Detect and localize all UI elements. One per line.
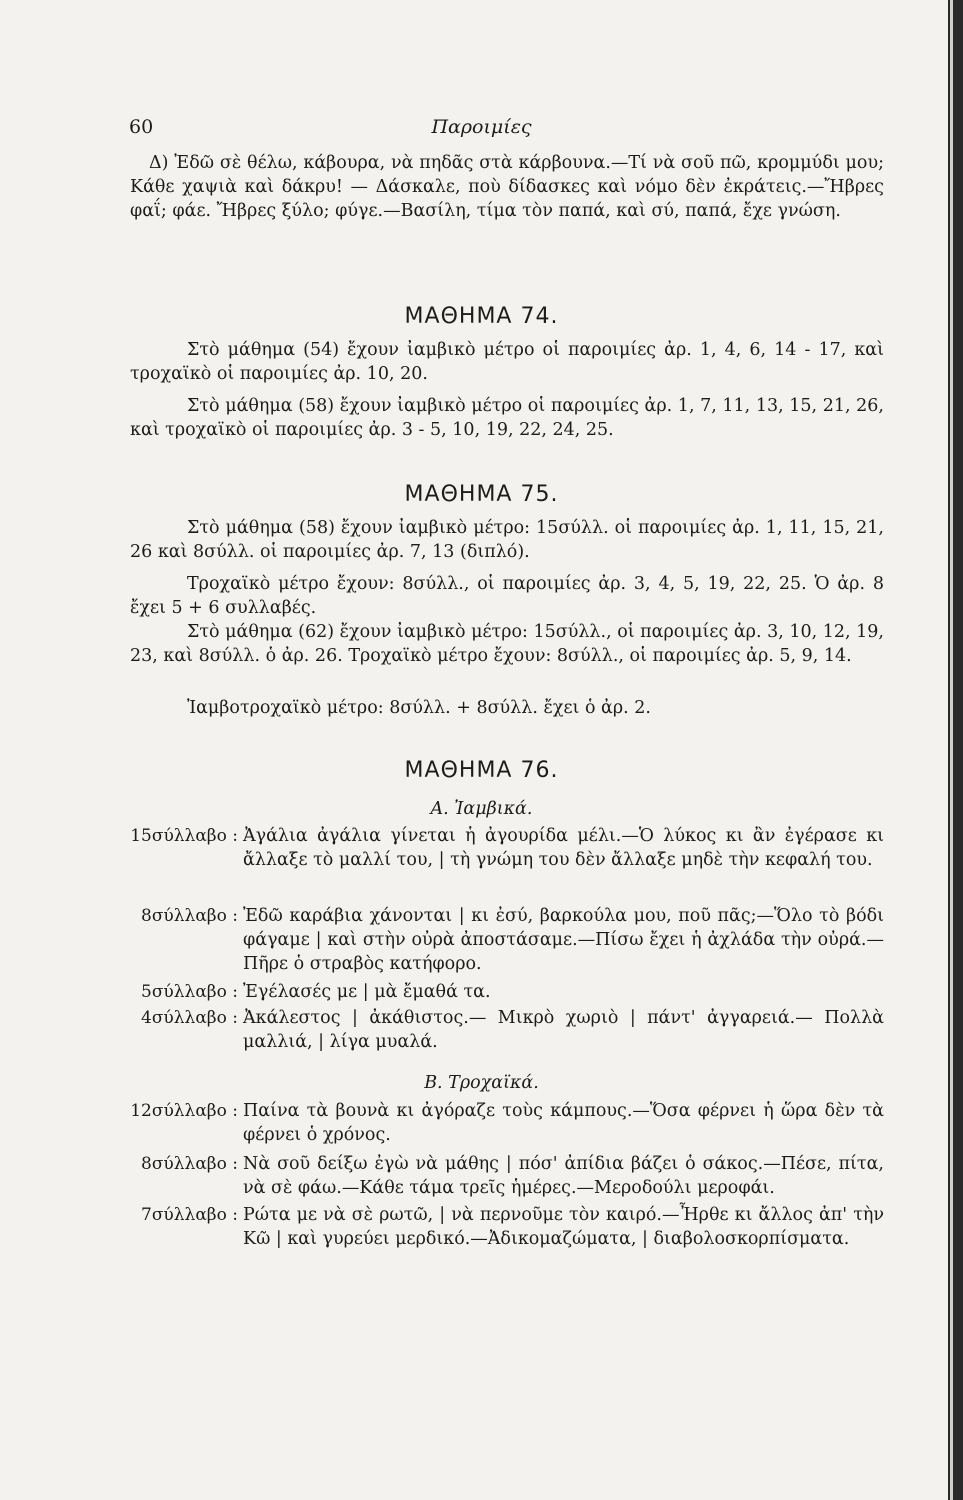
lesson-75-paragraph-3: Στὸ μάθημα (62) ἔχουν ἰαμβικὸ μέτρο: 15σύλλ., οἱ παροιμίες ἀρ. 3, 10, 12, 19, 23, καὶ 8σύλλ. ὁ ἀρ. 26. Τροχαϊκὸ μέτρο ἔχουν: 8σύλλ., οἱ παροιμίες ἀρ. 5, 9, 14. xyxy=(130,622,884,666)
iambic-entry: Ἐδῶ καράβια χάνονται | κι ἐσύ, βαρκούλα μου, ποῦ πᾶς;—Ὅλο τὸ βόδι φάγαμε | καὶ στὴν οὐρὰ ἀποστάσαμε.—Πίσω ἔχει ἡ ἀχλάδα τὴν οὐρά.—Πῆρε ὁ στραβὸς κατήφορο. xyxy=(243,906,884,974)
trochaic-entry: Ρώτα με νὰ σὲ ρωτῶ, | νὰ περνοῦμε τὸν καιρό.—Ἦρθε κι ἄλλος ἀπ' τὴν Κῶ | καὶ γυρεύει μερδικό.—Ἀδικομαζώματα, | διαβολοσκορπίσματα. xyxy=(243,1205,884,1249)
section-a-heading: Α. Ἰαμβικά. xyxy=(430,799,533,819)
lesson-75-paragraph-1: Στὸ μάθημα (58) ἔχουν ἰαμβικὸ μέτρο: 15σύλλ. οἱ παροιμίες ἀρ. 1, 11, 15, 21, 26 καὶ 8σύλλ. οἱ παροιμίες ἀρ. 7, 13 (διπλό). xyxy=(130,518,884,562)
intro-paragraph: Δ) Ἐδῶ σὲ θέλω, κάβουρα, νὰ πηδᾶς στὰ κάρβουνα.—Τί νὰ σοῦ πῶ, κρομμύδι μου; Κάθε χαψιὰ καὶ δάκρυ! — Δάσκαλε, ποὺ δίδασκες καὶ νόμο δὲν ἐκράτεις.—Ἤβρες φαΐ; φάε. Ἤβρες ξύλο; φύγε.—Βασίλη, τίμα τὸν παπά, καὶ σύ, παπά, ἔχε γνώση. xyxy=(130,153,884,221)
iambic-label: 5σύλλαβο : xyxy=(141,982,238,1002)
page-number: 60 xyxy=(129,116,154,138)
lesson-75-title: ΜΑΘΗΜΑ 75. xyxy=(404,482,559,507)
lesson-76-title: ΜΑΘΗΜΑ 76. xyxy=(404,758,559,783)
lesson-74-title: ΜΑΘΗΜΑ 74. xyxy=(404,304,559,329)
lesson-74-paragraph-1: Στὸ μάθημα (54) ἔχουν ἰαμβικὸ μέτρο οἱ παροιμίες ἀρ. 1, 4, 6, 14 - 17, καὶ τροχαϊκὸ οἱ παροιμίες ἀρ. 10, 20. xyxy=(130,340,884,384)
iambic-label: 8σύλλαβο : xyxy=(141,906,238,926)
trochaic-label: 12σύλλαβο : xyxy=(130,1101,238,1121)
scan-edge-gap xyxy=(950,0,953,1500)
iambic-label: 15σύλλαβο : xyxy=(130,826,238,846)
iambic-entry: Ἐγέλασές με | μὰ ἔμαθά τα. xyxy=(243,982,491,1002)
trochaic-label: 7σύλλαβο : xyxy=(141,1205,238,1225)
iambic-label: 4σύλλαβο : xyxy=(141,1008,238,1028)
iambic-entry: Ἀκάλεστος | ἀκάθιστος.— Μικρὸ χωριὸ | πάντ' ἀγγαρειά.— Πολλὰ μαλλιά, | λίγα μυαλά. xyxy=(243,1008,884,1052)
lesson-74-paragraph-2: Στὸ μάθημα (58) ἔχουν ἰαμβικὸ μέτρο οἱ παροιμίες ἀρ. 1, 7, 11, 13, 15, 21, 26, καὶ τροχαϊκὸ οἱ παροιμίες ἀρ. 3 - 5, 10, 19, 22, 24, 25. xyxy=(130,396,884,440)
running-title: Παροιμίες xyxy=(431,116,532,138)
section-b-heading: Β. Τροχαϊκά. xyxy=(424,1073,539,1093)
trochaic-entry: Νὰ σοῦ δείξω ἐγὼ νὰ μάθης | πόσ' ἀπίδια βάζει ὁ σάκος.—Πέσε, πίτα, νὰ σὲ φάω.—Κάθε τάμα τρεῖς ἡμέρες.—Μεροδούλι μεροφάι. xyxy=(243,1154,884,1198)
lesson-75-paragraph-2: Τροχαϊκὸ μέτρο ἔχουν: 8σύλλ., οἱ παροιμίες ἀρ. 3, 4, 5, 19, 22, 25. Ὁ ἀρ. 8 ἔχει 5 + 6 συλλαβές. xyxy=(130,574,884,618)
trochaic-entry: Παίνα τὰ βουνὰ κι ἀγόραζε τοὺς κάμπους.—Ὅσα φέρνει ἡ ὥρα δὲν τὰ φέρνει ὁ χρόνος. xyxy=(243,1101,884,1145)
lesson-75-paragraph-4: Ἰαμβοτροχαϊκὸ μέτρο: 8σύλλ. + 8σύλλ. ἔχει ὁ ἀρ. 2. xyxy=(187,698,651,718)
trochaic-label: 8σύλλαβο : xyxy=(141,1154,238,1174)
iambic-entry: Ἀγάλια ἀγάλια γίνεται ἡ ἀγουρίδα μέλι.—Ὁ λύκος κι ἂν ἐγέρασε κι ἄλλαξε τὸ μαλλί του, | τὴ γνώμη του δὲν ἄλλαξε μηδὲ τὴν κεφαλή του. xyxy=(243,826,884,870)
